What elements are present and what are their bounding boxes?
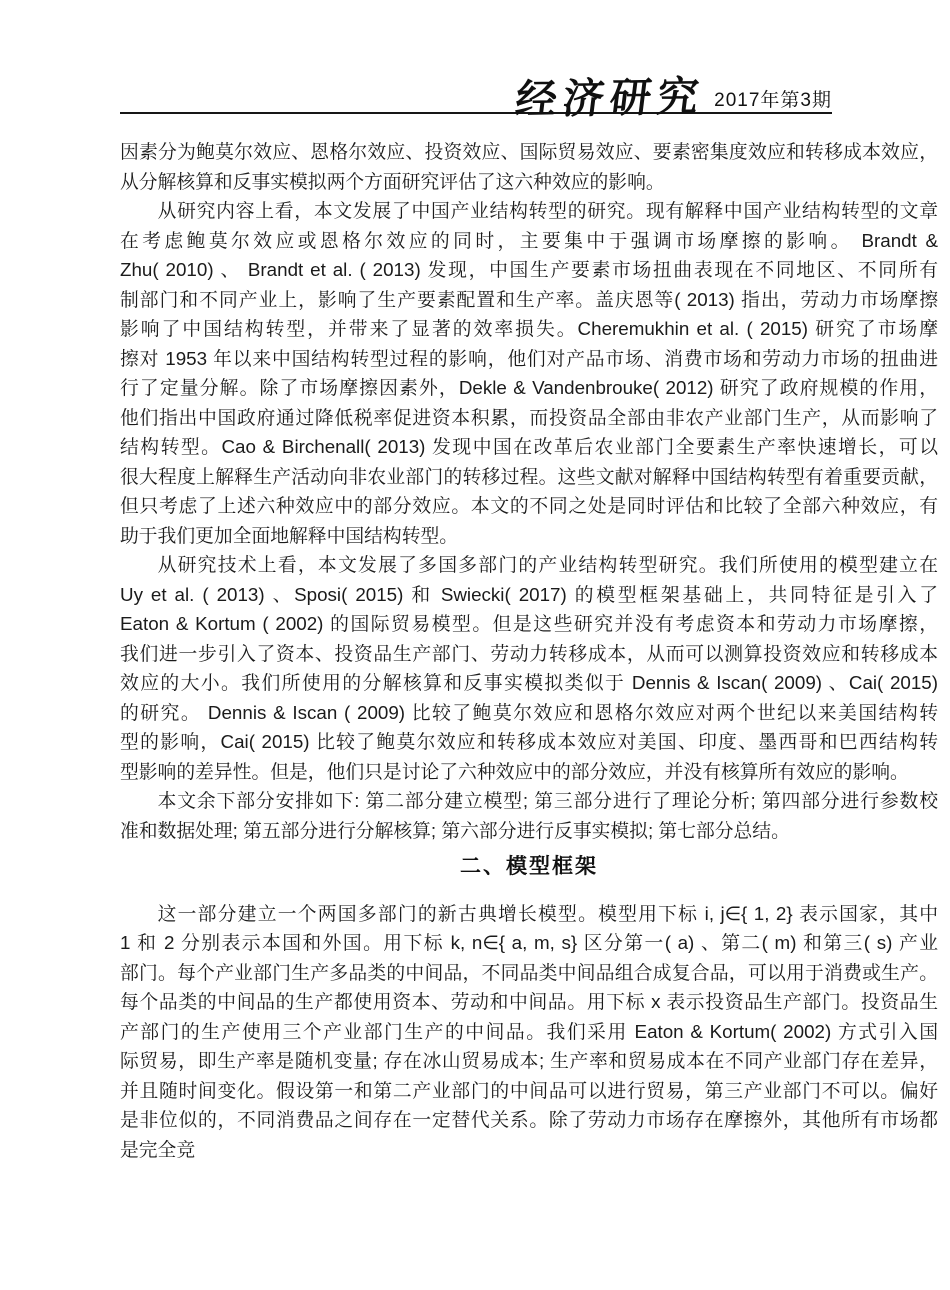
paragraph <box>120 137 938 196</box>
text-line: 际贸易，即生产率是随机变量; 存在冰山贸易成本; 生产率和贸易成本在不同产业部门存在差异， <box>120 1050 938 1071</box>
text-line: 产部门的生产使用三个产业部门生产的中间品。我们采用 Eaton & Kortum( 2002) 方式引入国 <box>120 1020 938 1042</box>
text-line: 准和数据处理; 第五部分进行分解核算; 第六部分进行反事实模拟; 第七部分总结。 <box>120 819 790 841</box>
text-line: 但只考虑了上述六种效应中的部分效应。本文的不同之处是同时评估和比较了全部六种效应，有 <box>120 495 938 516</box>
section-heading: 二、模型框架 <box>460 855 598 878</box>
text-line: 效应的大小。我们所使用的分解核算和反事实模拟类似于 Dennis & Iscan( 2009) 、Cai( 2015) <box>120 672 938 693</box>
text-line: 1 和 2 分别表示本国和外国。用下标 k, n∈{ a, m, s} 区分第一( a) 、第二( m) 和第三( s) 产业 <box>120 932 938 953</box>
text-line: 很大程度上解释生产活动向非农业部门的转移过程。这些文献对解释中国结构转型有着重要贡献， <box>120 465 938 487</box>
paragraph <box>120 786 938 845</box>
text-line: 这一部分建立一个两国多部门的新古典增长模型。模型用下标 i, j∈{ 1, 2} 表示国家，其中 <box>157 902 938 924</box>
text-line: 我们进一步引入了资本、投资品生产部门、劳动力转移成本，从而可以测算投资效应和转移成本 <box>120 642 938 664</box>
paragraph <box>120 196 938 550</box>
text-line: 型的影响，Cai( 2015) 比较了鲍莫尔效应和转移成本效应对美国、印度、墨西哥和巴西结构转 <box>120 731 938 752</box>
text-line: Eaton & Kortum ( 2002) 的国际贸易模型。但是这些研究并没有考虑资本和劳动力市场摩擦， <box>120 613 938 634</box>
text-line: 是完全竞 <box>120 1138 196 1160</box>
text-line: 部门。每个产业部门生产多品类的中间品，不同品类中间品组合成复合品，可以用于消费或生产。 <box>120 961 938 983</box>
text-line: Zhu( 2010) 、 Brandt et al. ( 2013) 发现，中国生产要素市场扭曲表现在不同地区、不同所有 <box>120 259 938 280</box>
text-line: Uy et al. ( 2013) 、Sposi( 2015) 和 Swiecki( 2017) 的模型框架基础上，共同特征是引入了 <box>120 583 938 605</box>
text-line: 并且随时间变化。假设第一和第二产业部门的中间品可以进行贸易，第三产业部门不可以。偏好 <box>120 1079 938 1101</box>
text-line: 助于我们更加全面地解释中国结构转型。 <box>120 524 459 546</box>
text-line: 本文余下部分安排如下: 第二部分建立模型; 第三部分进行了理论分析; 第四部分进行参数校 <box>157 790 938 811</box>
paragraph <box>120 550 938 786</box>
text-line: 影响了中国结构转型，并带来了显著的效率损失。Cheremukhin et al. ( 2015) 研究了市场摩 <box>120 318 938 339</box>
text-line: 是非位似的，不同消费品之间存在一定替代关系。除了劳动力市场存在摩擦外，其他所有市场都 <box>120 1109 938 1130</box>
journal-header <box>120 0 832 124</box>
text-line: 每个品类的中间品的生产都使用资本、劳动和中间品。用下标 x 表示投资品生产部门。投资品生 <box>120 991 938 1012</box>
text-line: 行了定量分解。除了市场摩擦因素外，Dekle & Vandenbrouke( 2012) 研究了政府规模的作用， <box>120 377 938 398</box>
text-line: 结构转型。Cao & Birchenall( 2013) 发现中国在改革后农业部门全要素生产率快速增长，可以 <box>120 436 938 457</box>
text-line: 制部门和不同产业上，影响了生产要素配置和生产率。盖庆恩等( 2013) 指出，劳动力市场摩擦 <box>120 288 938 310</box>
text-line: 的研究。 Dennis & Iscan ( 2009) 比较了鲍莫尔效应和恩格尔效应对两个世纪以来美国结构转 <box>120 701 938 723</box>
text-line: 从分解核算和反事实模拟两个方面研究评估了这六种效应的影响。 <box>120 170 665 192</box>
text-line: 从研究技术上看，本文发展了多国多部门的产业结构转型研究。我们所使用的模型建立在 <box>157 554 938 575</box>
text-line: 在考虑鲍莫尔效应或恩格尔效应的同时，主要集中于强调市场摩擦的影响。 Brandt & <box>120 229 938 251</box>
content-column <box>120 0 938 1164</box>
issue-label: 2017年第3期 <box>714 90 832 111</box>
journal-logo: 经济研究 <box>513 72 708 124</box>
text-line: 从研究内容上看，本文发展了中国产业结构转型的研究。现有解释中国产业结构转型的文章 <box>157 200 938 221</box>
text-line: 因素分为鲍莫尔效应、恩格尔效应、投资效应、国际贸易效应、要素密集度效应和转移成本效应， <box>120 141 938 162</box>
article-body <box>120 137 938 1164</box>
paragraph <box>120 899 938 1165</box>
text-line: 型影响的差异性。但是，他们只是讨论了六种效应中的部分效应，并没有核算所有效应的影响。 <box>120 760 909 782</box>
text-line: 他们指出中国政府通过降低税率促进资本积累，而投资品全部由非农产业部门生产，从而影响了 <box>120 406 938 428</box>
text-line: 擦对 1953 年以来中国结构转型过程的影响，他们对产品市场、消费市场和劳动力市场的扭曲进 <box>120 347 938 369</box>
